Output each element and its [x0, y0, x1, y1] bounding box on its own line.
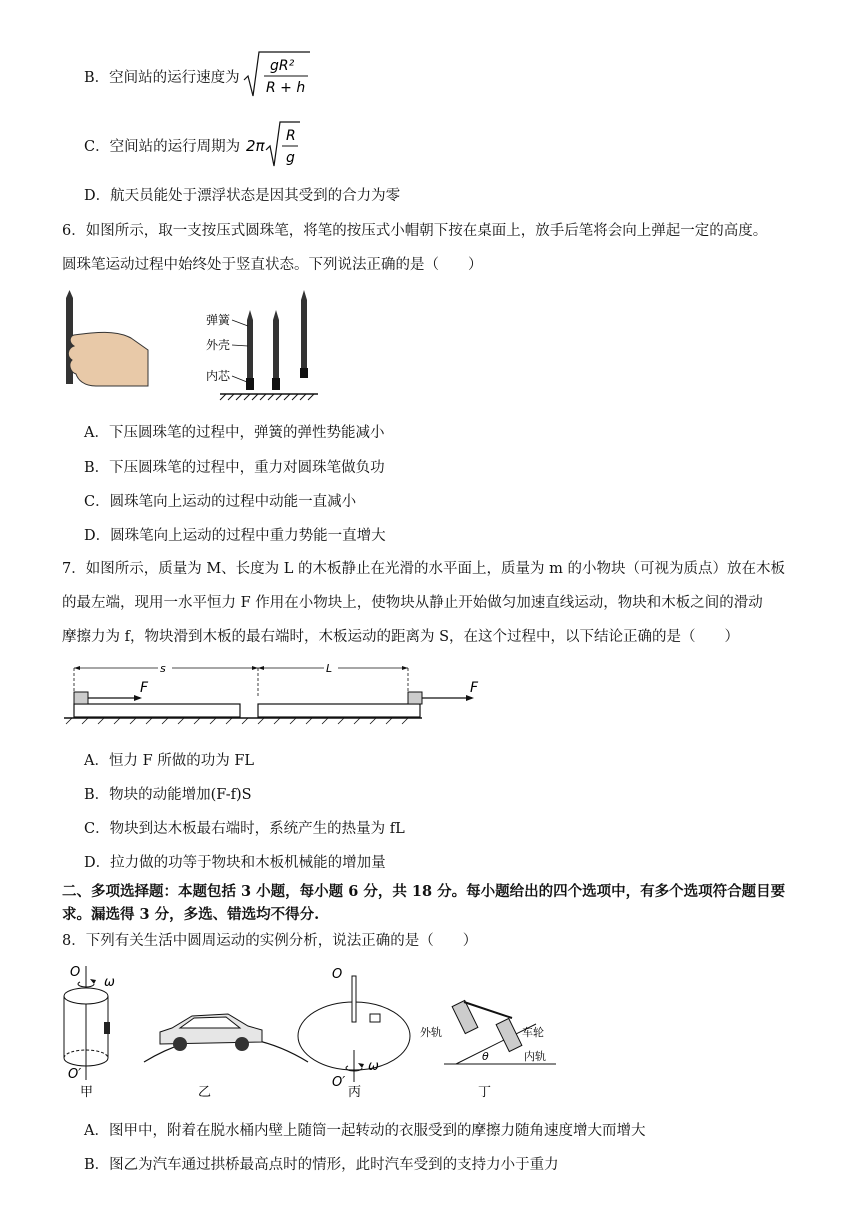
- figure-yi-car-bridge: [144, 1014, 308, 1062]
- q8-option-b[interactable]: B．图乙为汽车通过拱桥最高点时的情形，此时汽车受到的支持力小于重力: [84, 1157, 559, 1173]
- q5-option-c-formula: [244, 116, 304, 170]
- q5-option-d-text: D．航天员能处于漂浮状态是因其受到的合力为零: [84, 188, 401, 204]
- figure-jia-drum: [64, 965, 115, 1082]
- formula-num: R: [286, 128, 296, 144]
- caption-ding: 丁: [478, 1085, 492, 1100]
- q7-stem-line2: 的最左端，现用一水平恒力 F 作用在小物块上，使物块从静止开始做匀加速直线运动，物块和木板之间的滑动: [62, 595, 763, 611]
- label-s: s: [160, 662, 166, 675]
- label-O-jia: O: [70, 965, 81, 980]
- label-omega-bing: ω: [368, 1059, 379, 1074]
- label-Oprime-bing: O′: [332, 1075, 346, 1090]
- q5-option-b-formula: [242, 46, 312, 100]
- caption-jia: 甲: [80, 1085, 94, 1100]
- q8-option-a[interactable]: A．图甲中，附着在脱水桶内壁上随筒一起转动的衣服受到的摩擦力随角速度增大而增大: [84, 1123, 646, 1139]
- label-omega-jia: ω: [104, 975, 115, 990]
- label-F2: F: [470, 680, 479, 696]
- block-initial: [74, 692, 88, 704]
- q5-option-c-text: C．空间站的运行周期为: [84, 139, 241, 155]
- formula-den: g: [286, 150, 295, 166]
- q5-option-c[interactable]: [84, 135, 240, 156]
- pen-2: [272, 310, 280, 390]
- q7-stem-line1: 7．如图所示，质量为 M、长度为 L 的木板静止在光滑的水平面上，质量为 m 的小物块（可视为质点）放在木板: [62, 561, 785, 577]
- label-O-bing: O: [332, 967, 343, 982]
- figure-ding-banked-track: [420, 1000, 556, 1064]
- q5-option-d[interactable]: [84, 184, 400, 205]
- q6-stem-line2: 圆珠笔运动过程中始终处于竖直状态。下列说法正确的是（ ）: [62, 257, 483, 273]
- section2-header-line1: 二、多项选择题：本题包括 3 小题，每小题 6 分，共 18 分。每小题给出的四个选项中，有多个选项符合题目要: [62, 883, 786, 900]
- q5-option-b-text: B．空间站的运行速度为: [84, 70, 240, 86]
- q7-option-d[interactable]: D．拉力做的功等于物块和木板机械能的增加量: [84, 855, 386, 871]
- q5-option-b[interactable]: [84, 66, 240, 87]
- q7-stem-line3: 摩擦力为 f，物块滑到木板的最右端时，木板运动的距离为 S，在这个过程中，以下结论正确的是（ ）: [62, 629, 740, 645]
- q7-option-a[interactable]: A．恒力 F 所做的功为 FL: [84, 753, 255, 769]
- label-wheel: 车轮: [522, 1026, 544, 1039]
- q7-board-figure: [62, 660, 502, 726]
- q6-stem-line1: 6．如图所示，取一支按压式圆珠笔，将笔的按压式小帽朝下按在桌面上，放手后笔将会向上弹起一定的高度。: [62, 223, 768, 239]
- label-L: L: [326, 662, 333, 675]
- pen-3: [300, 290, 308, 378]
- section2-header-line2: 求。漏选得 3 分，多选、错选均不得分.: [62, 906, 320, 923]
- formula-den: R + h: [266, 80, 306, 96]
- hand-with-pen: [66, 290, 148, 386]
- label-theta: θ: [482, 1050, 489, 1063]
- label-outer-rail: 外轨: [420, 1026, 442, 1039]
- q6-option-a[interactable]: A．下压圆珠笔的过程中，弹簧的弹性势能减小: [84, 425, 385, 441]
- label-inner-rail: 内轨: [524, 1050, 546, 1063]
- label-Oprime-jia: O′: [68, 1067, 82, 1082]
- figure-bing-disk: [298, 967, 410, 1090]
- q6-option-d[interactable]: D．圆珠笔向上运动的过程中重力势能一直增大: [84, 528, 386, 544]
- q8-figures: [56, 962, 576, 1100]
- q7-option-b[interactable]: B．物块的动能增加(F-f)S: [84, 787, 252, 803]
- caption-bing: 丙: [348, 1085, 362, 1100]
- q6-pen-figure: [56, 290, 326, 402]
- q8-stem: 8．下列有关生活中圆周运动的实例分析，说法正确的是（ ）: [62, 933, 478, 949]
- label-shell: 外壳: [206, 338, 231, 352]
- pen-1: [246, 310, 254, 390]
- q6-option-c[interactable]: C．圆珠笔向上运动的过程中动能一直减小: [84, 494, 357, 510]
- board-initial: [74, 704, 240, 717]
- caption-yi: 乙: [198, 1085, 212, 1100]
- label-core: 内芯: [206, 369, 231, 383]
- label-F1: F: [140, 680, 149, 696]
- label-spring: 弹簧: [206, 313, 231, 327]
- formula-num: gR²: [270, 58, 295, 74]
- ground-hatching: [220, 394, 314, 400]
- formula-coef: 2π: [246, 137, 265, 155]
- board-final: [258, 704, 420, 717]
- block-final: [408, 692, 422, 704]
- q7-option-c[interactable]: C．物块到达木板最右端时，系统产生的热量为 fL: [84, 821, 405, 837]
- q6-option-b[interactable]: B．下压圆珠笔的过程中，重力对圆珠笔做负功: [84, 460, 385, 476]
